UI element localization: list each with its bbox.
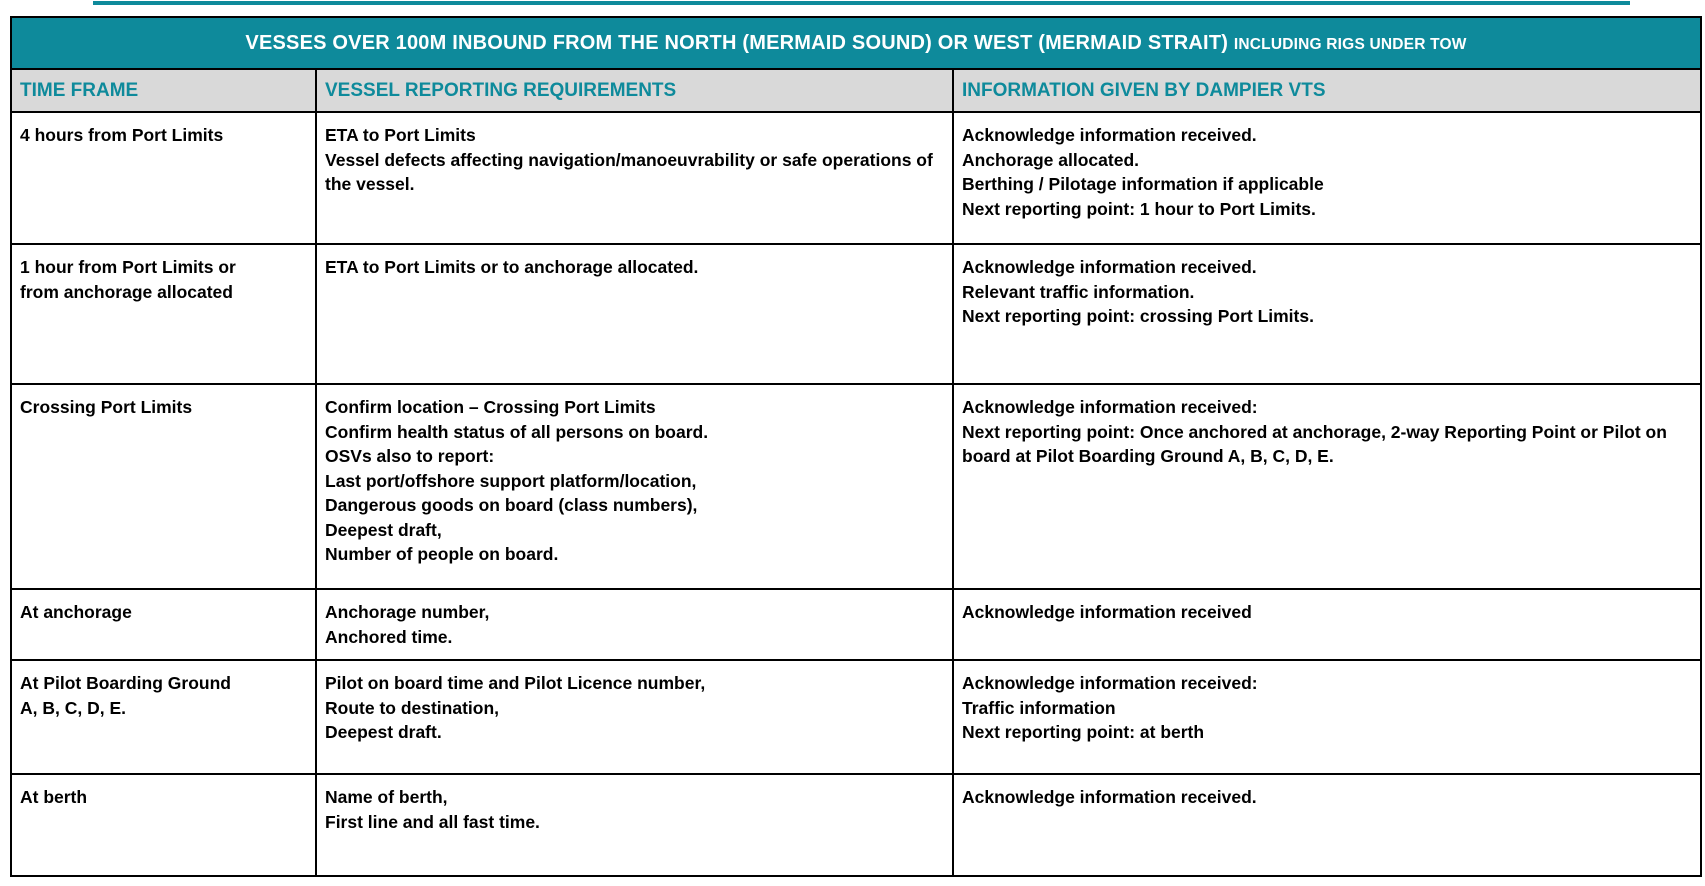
- cell-line: At berth: [20, 787, 88, 807]
- cell-line: Number of people on board.: [325, 544, 559, 564]
- cell-line: A, B, C, D, E.: [20, 697, 126, 718]
- column-header-time-frame: TIME FRAME: [11, 69, 316, 112]
- cell-line: At anchorage: [20, 602, 132, 622]
- column-header-information: INFORMATION GIVEN BY DAMPIER VTS: [953, 69, 1701, 112]
- cell-line: Berthing / Pilotage information if applicable: [962, 174, 1324, 194]
- cell-line: Route to destination,: [325, 697, 500, 718]
- cell-line: Anchorage allocated.: [962, 149, 1139, 170]
- cell-line: Vessel defects affecting navigation/manoeuvrability or safe operations of the vessel.: [325, 149, 933, 194]
- cell-line: Confirm location – Crossing Port Limits: [325, 397, 656, 417]
- cell-line: OSVs also to report:: [325, 446, 495, 466]
- table-row: [11, 589, 1701, 660]
- table-row: [11, 384, 1701, 589]
- table-row: [11, 112, 1701, 244]
- table-title-main: VESSES OVER 100M INBOUND FROM THE NORTH (MERMAID SOUND) OR WEST (MERMAID STRAIT): [245, 31, 1229, 54]
- cell-line: Traffic information: [962, 697, 1116, 718]
- table-title-suffix: INCLUDING RIGS UNDER TOW: [1233, 35, 1467, 53]
- cell-line: 1 hour from Port Limits or: [20, 257, 236, 277]
- cell-line: First line and all fast time.: [325, 811, 540, 832]
- cell-line: Next reporting point: Once anchored at anchorage, 2-way Reporting Point or Pilot on board at Pilot Boarding Ground A, B, C, D, E.: [962, 421, 1667, 466]
- cell-line: Deepest draft,: [325, 519, 442, 540]
- cell-requirements: [316, 660, 953, 774]
- top-divider-rule: [93, 1, 1630, 5]
- table-row: [11, 660, 1701, 774]
- cell-line: from anchorage allocated: [20, 281, 233, 302]
- cell-line: Last port/offshore support platform/location,: [325, 470, 697, 491]
- cell-time-frame: [11, 589, 316, 660]
- cell-time-frame: [11, 384, 316, 589]
- cell-line: Confirm health status of all persons on board.: [325, 421, 709, 442]
- cell-line: Acknowledge information received.: [962, 125, 1257, 145]
- cell-line: Acknowledge information received:: [962, 397, 1258, 417]
- cell-line: Acknowledge information received:: [962, 673, 1258, 693]
- cell-line: 4 hours from Port Limits: [20, 125, 224, 145]
- cell-information: [953, 384, 1701, 589]
- cell-requirements: [316, 112, 953, 244]
- cell-line: Anchored time.: [325, 626, 453, 647]
- table-title: [11, 17, 1701, 69]
- cell-line: Relevant traffic information.: [962, 281, 1195, 302]
- cell-line: Acknowledge information received.: [962, 787, 1257, 807]
- cell-requirements: [316, 244, 953, 384]
- cell-information: [953, 660, 1701, 774]
- cell-line: Dangerous goods on board (class numbers),: [325, 495, 698, 515]
- cell-information: [953, 112, 1701, 244]
- cell-information: [953, 244, 1701, 384]
- cell-line: ETA to Port Limits or to anchorage allocated.: [325, 257, 699, 277]
- cell-time-frame: [11, 774, 316, 876]
- cell-line: Acknowledge information received: [962, 602, 1252, 622]
- cell-line: At Pilot Boarding Ground: [20, 673, 231, 693]
- cell-time-frame: [11, 244, 316, 384]
- cell-line: Next reporting point: at berth: [962, 722, 1205, 742]
- table-row: [11, 244, 1701, 384]
- cell-line: Name of berth,: [325, 787, 448, 807]
- table-body: [11, 112, 1701, 876]
- cell-line: ETA to Port Limits: [325, 125, 476, 145]
- table-row: [11, 774, 1701, 876]
- cell-line: Crossing Port Limits: [20, 397, 193, 417]
- cell-line: Pilot on board time and Pilot Licence number,: [325, 673, 706, 693]
- cell-line: Acknowledge information received.: [962, 257, 1257, 277]
- cell-line: Next reporting point: 1 hour to Port Limits.: [962, 198, 1316, 219]
- table-title-row: [11, 17, 1701, 69]
- cell-requirements: [316, 384, 953, 589]
- cell-requirements: [316, 774, 953, 876]
- cell-time-frame: [11, 112, 316, 244]
- cell-information: [953, 774, 1701, 876]
- cell-time-frame: [11, 660, 316, 774]
- cell-line: Deepest draft.: [325, 722, 442, 742]
- cell-line: Next reporting point: crossing Port Limits.: [962, 306, 1314, 326]
- column-header-requirements: VESSEL REPORTING REQUIREMENTS: [316, 69, 953, 112]
- vessel-reporting-table: [10, 16, 1702, 877]
- column-header-row: [11, 69, 1701, 112]
- cell-line: Anchorage number,: [325, 602, 490, 622]
- cell-information: [953, 589, 1701, 660]
- cell-requirements: [316, 589, 953, 660]
